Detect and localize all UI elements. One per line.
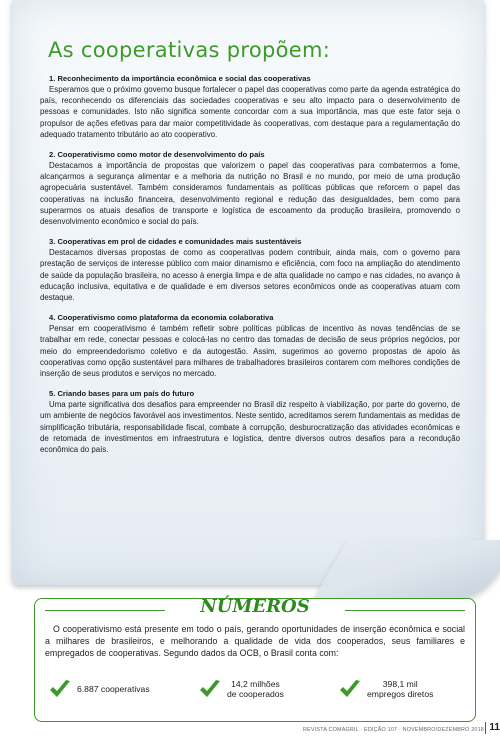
stats-row: [49, 669, 465, 709]
proposal-section: [40, 74, 460, 140]
footer-text: REVISTA COMAGRIL · EDIÇÃO 107 · NOVEMBRO/DEZEMBRO 2018: [303, 727, 484, 733]
stat-label: [77, 684, 150, 694]
proposal-section: [40, 150, 460, 227]
proposal-section: [40, 237, 460, 303]
stat-unit: empregos diretos: [367, 689, 434, 699]
proposal-title: 3. Cooperativas em prol de cidades e comunidades mais sustentáveis: [49, 237, 302, 247]
stat-unit: de cooperados: [227, 689, 284, 699]
proposal-section: [40, 389, 460, 455]
proposal-title: 5. Criando bases para um país do futuro: [49, 389, 195, 399]
stat-item: [49, 669, 150, 709]
check-icon: [199, 679, 221, 699]
proposal-body: Destacamos a importância de propostas que valorizem o papel das cooperativas para combatermos a fome, alcançarmos a segurança alimentar e a melhoria da nutrição no Brasil e no mundo, por meio de uma produção agropecuária sustentável. Também consideramos fundamentais as políticas públicas que reforcem o papel das cooperativas na inclusão financeira, desenvolvimento regional e redução das desigualdades, bem como para superarmos os atuais desafios de transporte e logística de escoamento da produção brasileira, promovendo o desenvolvimento econômico e social do país.: [40, 161, 460, 227]
page-number: 11: [485, 722, 500, 734]
proposal-body: Uma parte significativa dos desafios para empreender no Brasil diz respeito à viabilização, por parte do governo, de um ambiente de negócios favorável aos investimentos. Neste sentido, acreditamos serem fundamentais as medidas de simplificação tributária, responsabilidade fiscal, combate à corrupção, desburocratização das atividades econômicas e de retomada de investimentos em infraestrutura e logística, dentre diversos outros desafios para a recondução econômica do país.: [40, 400, 460, 455]
page-title: As cooperativas propõem:: [48, 38, 331, 62]
stat-item: [339, 669, 433, 709]
check-icon: [339, 679, 361, 699]
proposal-body: Destacamos diversas propostas de como as cooperativas podem contribuir, ainda mais, com o governo para prestação de serviços de interesse público com maior dinamismo e eficiência, com foco na ampliação do atendimento de saúde da população brasileira, no acesso à energia limpa e de alta qualidade no campo e nas cidades, no avanço à educação inclusiva, equitativa e de qualidade e em diversos setores econômicos onde as cooperativas atuam com destaque.: [40, 248, 460, 303]
check-icon: [49, 679, 71, 699]
numbers-box: [34, 598, 476, 722]
paper-curl: [313, 540, 500, 600]
proposal-title: 1. Reconhecimento da importância econômica e social das cooperativas: [49, 74, 311, 83]
stat-value: 14,2 milhões: [231, 679, 280, 689]
numbers-text: O cooperativismo está presente em todo o país, gerando oportunidades de inserção econômica e social a milhares de brasileiros, e melhorando a qualidade de vida dos cooperados, seus familiares e empregados de cooperativas. Segundo dados da OCB, o Brasil conta com:: [45, 624, 465, 659]
proposal-section: [40, 313, 460, 379]
proposal-title: 2. Cooperativismo como motor de desenvolvimento do país: [49, 150, 265, 160]
stat-item: [199, 669, 284, 709]
proposal-body: Pensar em cooperativismo é também refletir sobre políticas públicas de incentivo às novas tendências de se trabalhar em rede, conectar pessoas e colocá-las no centro das tomadas de decisão de seus próprios negócios, por meio do empreendedorismo coletivo e da autogestão. Assim, sugerimos ao governo propostas de apoio às cooperativas como opção sustentável para milhares de trabalhadores brasileiros contarem com melhores condições de inserção de seus produtos e serviços no mercado.: [40, 324, 460, 379]
stat-value: 6.887 cooperativas: [77, 684, 150, 694]
proposals-list: [40, 74, 460, 465]
proposal-body: Esperamos que o próximo governo busque fortalecer o papel das cooperativas como parte da agenda estratégica do país, reconhecendo os diferenciais das sociedades cooperativas e seu alto impacto para o desenvolvimento de pessoas e comunidades. Isto não significa somente concordar com a sua importância, mas que este fator seja o propulsor de ações efetivas para dar maior competitividade às cooperativas, com destaque para a regulamentação do adequado tratamento tributário ao ato cooperativo.: [40, 85, 460, 139]
stat-label: [227, 679, 284, 699]
proposal-title: 4. Cooperativismo como plataforma da economia colaborativa: [49, 313, 274, 323]
numbers-title: NÚMEROS: [200, 596, 310, 617]
stat-label: [367, 679, 433, 699]
stat-value: 398,1 mil: [382, 679, 418, 689]
